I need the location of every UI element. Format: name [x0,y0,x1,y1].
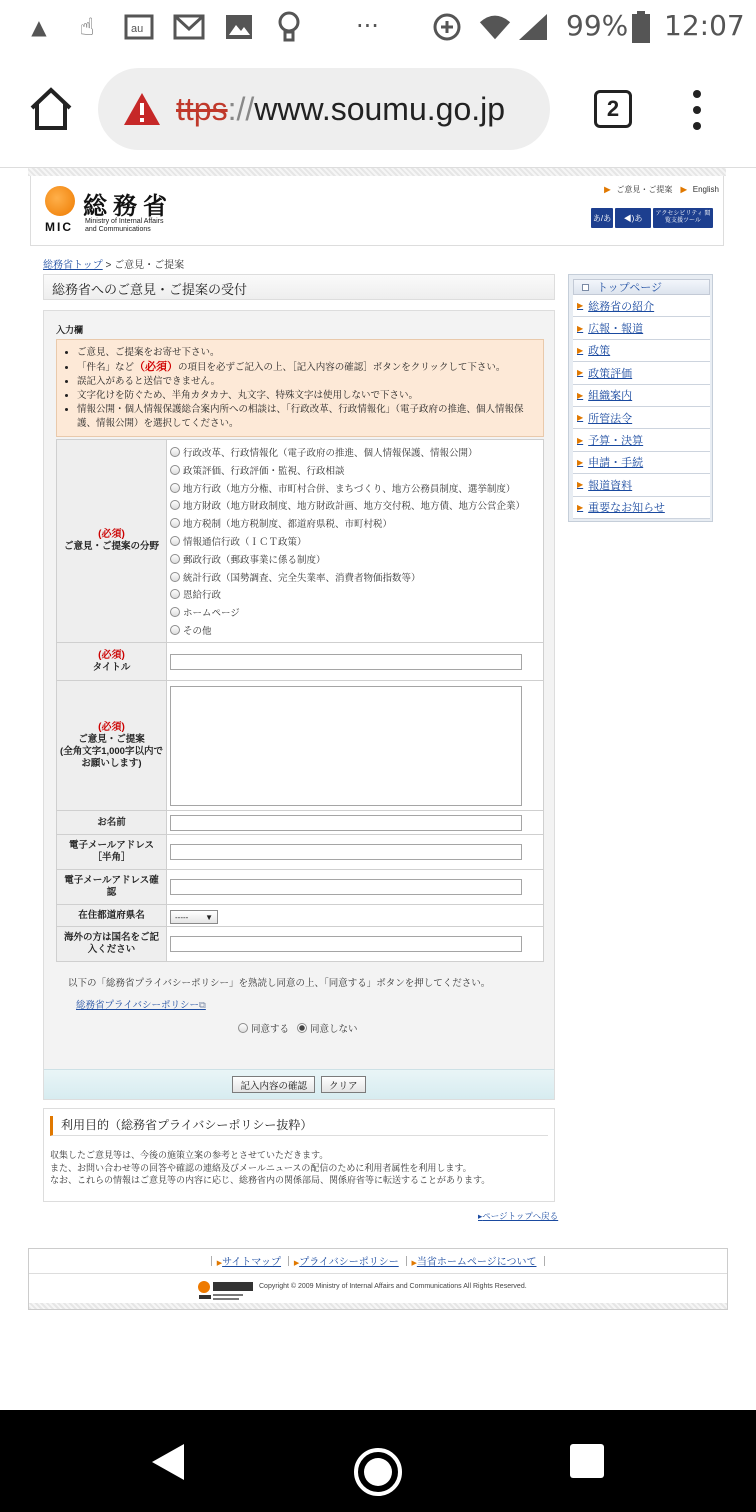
radio-button[interactable] [170,589,180,599]
section-label: 入力欄 [56,325,84,335]
category-option-label: 行政改革、行政情報化（電子政府の推進、個人情報保護、情報公開） [183,448,478,459]
notice-item: • 情報公開・個人情報保護総合案内所への相談は、「行政改革、行政情報化」（電子政府の推進、個人情報保護、情報公開）を選択してください。 [77,403,535,431]
required-mark: （必須） [134,361,179,373]
battery-percent: 99% [566,9,629,42]
footer-link-sitemap[interactable]: サイトマップ [222,1257,282,1268]
sidebar-item-policy[interactable] [573,340,710,362]
radio-button[interactable] [170,518,180,528]
email-confirm-input[interactable] [170,879,522,895]
home-icon[interactable] [28,86,74,132]
category-option[interactable] [170,443,540,461]
browser-menu-icon[interactable] [690,90,704,130]
wifi-icon [478,10,512,44]
mic-logo-icon[interactable] [45,186,75,216]
notice-text: 「件名」など [77,362,135,373]
sidebar-item-label: 政策評価 [588,367,633,380]
sidebar-item-top[interactable] [573,279,710,295]
square-icon [582,284,589,291]
accessibility-tools [591,208,713,228]
agree-radio[interactable] [238,1023,248,1033]
footer-mic-logo-icon [197,1279,257,1303]
overseas-label: 海外の方は国名をご記入ください [57,927,167,962]
policy-instruction: 以下の「総務省プライバシーポリシー」を熟読し同意の上、「同意する」ボタンを押してください。 [68,978,491,989]
header-stripe [28,168,726,176]
header-link-english[interactable] [681,185,719,194]
category-option-label: 恩給行政 [183,590,222,602]
form-table [56,439,544,962]
arrow-right-icon: ▶ [577,368,584,378]
url-host: www.soumu.go.jp [254,90,506,127]
notice-item: • 文字化けを防ぐため、半角カタカナ、丸文字、特殊文字は使用しないで下さい。 [77,389,535,403]
overseas-row [57,927,544,962]
category-option[interactable] [170,550,540,568]
radio-button[interactable] [170,447,180,457]
country-input[interactable] [170,936,522,952]
title-header [57,643,167,681]
sidebar-item-label: 重要なお知らせ [588,502,665,515]
clear-button[interactable]: クリア [321,1076,366,1093]
arrow-right-icon: ▶ [577,502,584,512]
warning-icon: ▲ [31,15,47,39]
opinion-limit-label: (全角文字1,000字以内でお願いします) [60,745,163,769]
purpose-line: なお、これらの情報はご意見等の内容に応じ、総務省内の関係部局、関係府省等に転送することがあります。 [50,1175,491,1185]
battery-icon [624,10,658,44]
sidebar-head-label: トップページ [597,282,663,294]
required-label: (必須) [98,649,125,661]
email-confirm-row [57,870,544,905]
category-option[interactable] [170,603,540,621]
sidebar-item-evaluation[interactable] [573,362,710,384]
category-radio-list [170,443,540,639]
agree-option[interactable] [238,1021,289,1035]
category-option[interactable] [170,621,540,639]
new-window-icon: ⧉ [199,1000,206,1011]
sidebar-item-label: 申請・手続 [588,457,644,470]
category-option[interactable] [170,568,540,586]
sidebar-item-label: 政策 [588,345,611,358]
email-label: 電子メールアドレス［半角］ [57,835,167,870]
system-navigation-bar [0,1410,756,1512]
category-option[interactable] [170,532,540,550]
site-header [30,176,724,246]
title-input[interactable] [170,654,522,670]
email-input[interactable] [170,844,522,860]
recents-icon[interactable] [570,1444,604,1478]
email-confirm-label: 電子メールアドレス確認 [57,870,167,905]
arrow-right-icon: ▶ [577,413,584,423]
arrow-right-icon: ▶ [577,390,584,400]
header-link-opinion-label: ご意見・ご提案 [616,185,673,194]
category-option[interactable] [170,461,540,479]
status-bar [0,0,756,56]
category-option[interactable] [170,497,540,515]
home-button-icon[interactable] [354,1448,402,1496]
accessibility-tool-button[interactable]: アクセシビリティ 閲覧支援ツール [653,208,713,228]
arrow-right-icon: ▸ [478,1211,483,1221]
category-option-label: 統計行政（国勢調査、完全失業率、消費者物価指数等） [183,572,421,584]
agreement-options [238,1021,366,1035]
page-top-label: ページトップへ戻る [482,1211,559,1221]
category-option-label: その他 [183,625,212,637]
arrow-right-icon: ▶ [604,185,611,194]
footer-stripe [29,1303,727,1309]
sidebar-item-applications[interactable] [573,452,710,474]
usage-purpose-body [50,1149,490,1187]
arrow-right-icon: ▶ [577,345,584,355]
sidebar-item-label: 広報・報道 [588,323,644,336]
au-icon [122,10,156,44]
header-links [598,184,719,195]
opinion-label: ご意見・ご提案 [78,733,145,745]
opinion-header [57,681,167,811]
sidebar-item-label: 報道資料 [588,479,633,492]
logo-mic: MIC [45,220,73,234]
agree-label: 同意する [251,1024,290,1035]
ruby-toggle-button[interactable]: あ/あ [591,208,613,228]
prefecture-select[interactable] [170,910,218,924]
url-separator: :// [227,90,255,127]
sidebar-item-label: 組織案内 [588,390,633,403]
radio-button[interactable] [170,625,180,635]
radio-button[interactable] [170,554,180,564]
data-saver-icon [430,10,464,44]
sidebar-item-about[interactable] [573,295,710,317]
breadcrumb-separator: > [102,260,115,271]
email-confirm-cell [167,870,544,905]
disagree-option[interactable] [297,1021,358,1035]
category-option[interactable] [170,479,540,497]
radio-button[interactable] [170,483,180,493]
sidebar-item-press[interactable] [573,474,710,496]
sidebar-nav [568,274,713,522]
category-label: ご意見・ご提案の分野 [63,541,159,552]
opinion-form [43,310,555,1100]
name-input[interactable] [170,815,522,831]
arrow-right-icon: ▶ [216,1260,223,1267]
footer-link-about[interactable]: 当省ホームページについて [416,1257,537,1268]
opinion-textarea[interactable] [170,686,522,806]
page-top-link[interactable] [478,1210,558,1222]
arrow-right-icon: ▶ [577,323,584,333]
sidebar-item-label: 総務省の紹介 [588,300,655,313]
overseas-cell [167,927,544,962]
category-option-label: 政策評価、行政評価・監視、行政相談 [183,465,345,477]
footer-link-privacy[interactable]: プライバシーポリシー [299,1257,399,1268]
purpose-line: 収集したご意見等は、今後の施策立案の参考とさせていただきます。 [50,1150,329,1160]
form-button-bar [44,1069,554,1099]
breadcrumb-current: ご意見・ご提案 [114,260,185,271]
sidebar-item-pr[interactable] [573,317,710,339]
copyright: Copyright © 2009 Ministry of Internal Affairs and Communications All Rights Reserved. [259,1283,527,1290]
sidebar-item-label: 予算・決算 [588,435,644,448]
required-label: (必須) [98,529,125,540]
prefecture-cell [167,905,544,927]
chevron-down-icon: ▼ [205,912,213,922]
usage-purpose-title: 利用目的（総務省プライバシーポリシー抜粋） [50,1116,548,1136]
prefecture-row [57,905,544,927]
speech-button[interactable]: ◀)あ [615,208,651,228]
logo-text[interactable]: 総務省 [83,192,173,220]
footer-links: ｜▶サイトマップ ｜▶プライバシーポリシー ｜▶当省ホームページについて ｜ [206,1257,550,1268]
browser-toolbar [0,56,756,168]
disagree-label: 同意しない [310,1024,358,1035]
web-page [0,168,756,1410]
category-option[interactable] [170,585,540,603]
category-option-label: 地方税制（地方税制度、都道府県税、市町村税） [183,519,393,531]
notice-box [56,339,544,437]
purpose-line: また、お問い合わせ等の回答や確認の連絡及びメールニュースの配信のために利用者属性を利用します。 [50,1162,472,1173]
back-icon[interactable] [150,1442,186,1482]
category-option-label: ホームページ [183,608,240,620]
category-row [57,440,544,643]
email-row [57,835,544,870]
name-row [57,811,544,835]
notice-text: の項目を必ずご記入の上、［記入内容の確認］ボタンをクリックして下さい。 [178,362,506,373]
header-link-english-label: English [692,185,719,194]
logo-en-line-1: Ministry of Internal Affairs [85,218,164,225]
radio-button[interactable] [170,465,180,475]
url-scheme: ttps [176,90,228,127]
footer-divider [29,1273,727,1274]
notice-item [77,360,535,375]
notice-item: • ご意見、ご提案をお寄せ下さい。 [77,346,535,360]
radio-button[interactable] [170,536,180,546]
header-link-opinion[interactable] [604,185,672,194]
usage-purpose-box [43,1108,555,1202]
site-footer [28,1248,728,1310]
notice-item: • 誤記入があると送信できません。 [77,375,535,389]
arrow-right-icon: ▶ [577,457,584,467]
name-label: お名前 [57,811,167,835]
title-label: タイトル [92,661,131,673]
breadcrumb [43,256,184,271]
arrow-right-icon: ▶ [293,1260,300,1267]
mail-icon [172,10,206,44]
breadcrumb-top-link[interactable]: 総務省トップ [43,260,103,271]
lightbulb-icon [272,10,306,44]
more-notifications-dots: ··· [356,12,379,40]
category-options [167,440,544,643]
logo-en-line-2: and Communications [85,226,151,233]
sidebar-item-notices[interactable] [573,497,710,519]
privacy-policy-link[interactable] [76,997,206,1011]
name-cell [167,811,544,835]
category-option-label: 情報通信行政（ＩＣＴ政策） [183,536,307,548]
category-header [57,440,167,643]
title-row [57,643,544,681]
title-cell [167,643,544,681]
logo-english [85,218,163,234]
not-secure-warning-icon[interactable] [122,91,162,127]
confirm-button[interactable]: 記入内容の確認 [232,1076,315,1093]
tab-switcher-button[interactable]: 2 [594,90,632,128]
arrow-right-icon: ▶ [577,480,584,490]
opinion-cell [167,681,544,811]
address-bar[interactable] [98,68,550,150]
prefecture-value: ----- [175,912,189,922]
category-option[interactable] [170,514,540,532]
prefecture-label: 在住都道府県名 [57,905,167,927]
sidebar-item-label: 所管法令 [588,412,633,425]
sidebar-item-budget[interactable] [573,429,710,451]
privacy-policy-link-label: 総務省プライバシーポリシー [76,1000,200,1011]
svg-text:au: au [131,23,144,35]
radio-button[interactable] [170,607,180,617]
arrow-right-icon: ▶ [577,435,584,445]
opinion-row [57,681,544,811]
arrow-right-icon: ▶ [680,185,687,194]
radio-button[interactable] [170,572,180,582]
page-title: 総務省へのご意見・ご提案の受付 [43,274,555,300]
category-option-label: 地方財政（地方財政制度、地方財政計画、地方交付税、地方債、地方公営企業） [183,501,526,513]
app-notification-icon: ☝ [79,13,95,41]
clock: 12:07 [664,9,745,42]
required-label: (必須) [98,721,125,733]
category-option-label: 郵政行政（郵政事業に係る制度） [183,554,326,566]
radio-button[interactable] [170,500,180,510]
image-icon [222,10,256,44]
arrow-right-icon: ▶ [411,1260,417,1267]
category-option-label: 地方行政（地方分権、市町村合併、まちづくり、地方公務員制度、選挙制度） [183,483,516,495]
signal-icon [516,10,550,44]
disagree-radio[interactable] [297,1023,307,1033]
arrow-right-icon: ▶ [577,301,584,311]
email-cell [167,835,544,870]
sidebar-item-laws[interactable] [573,407,710,429]
sidebar-item-organization[interactable] [573,385,710,407]
